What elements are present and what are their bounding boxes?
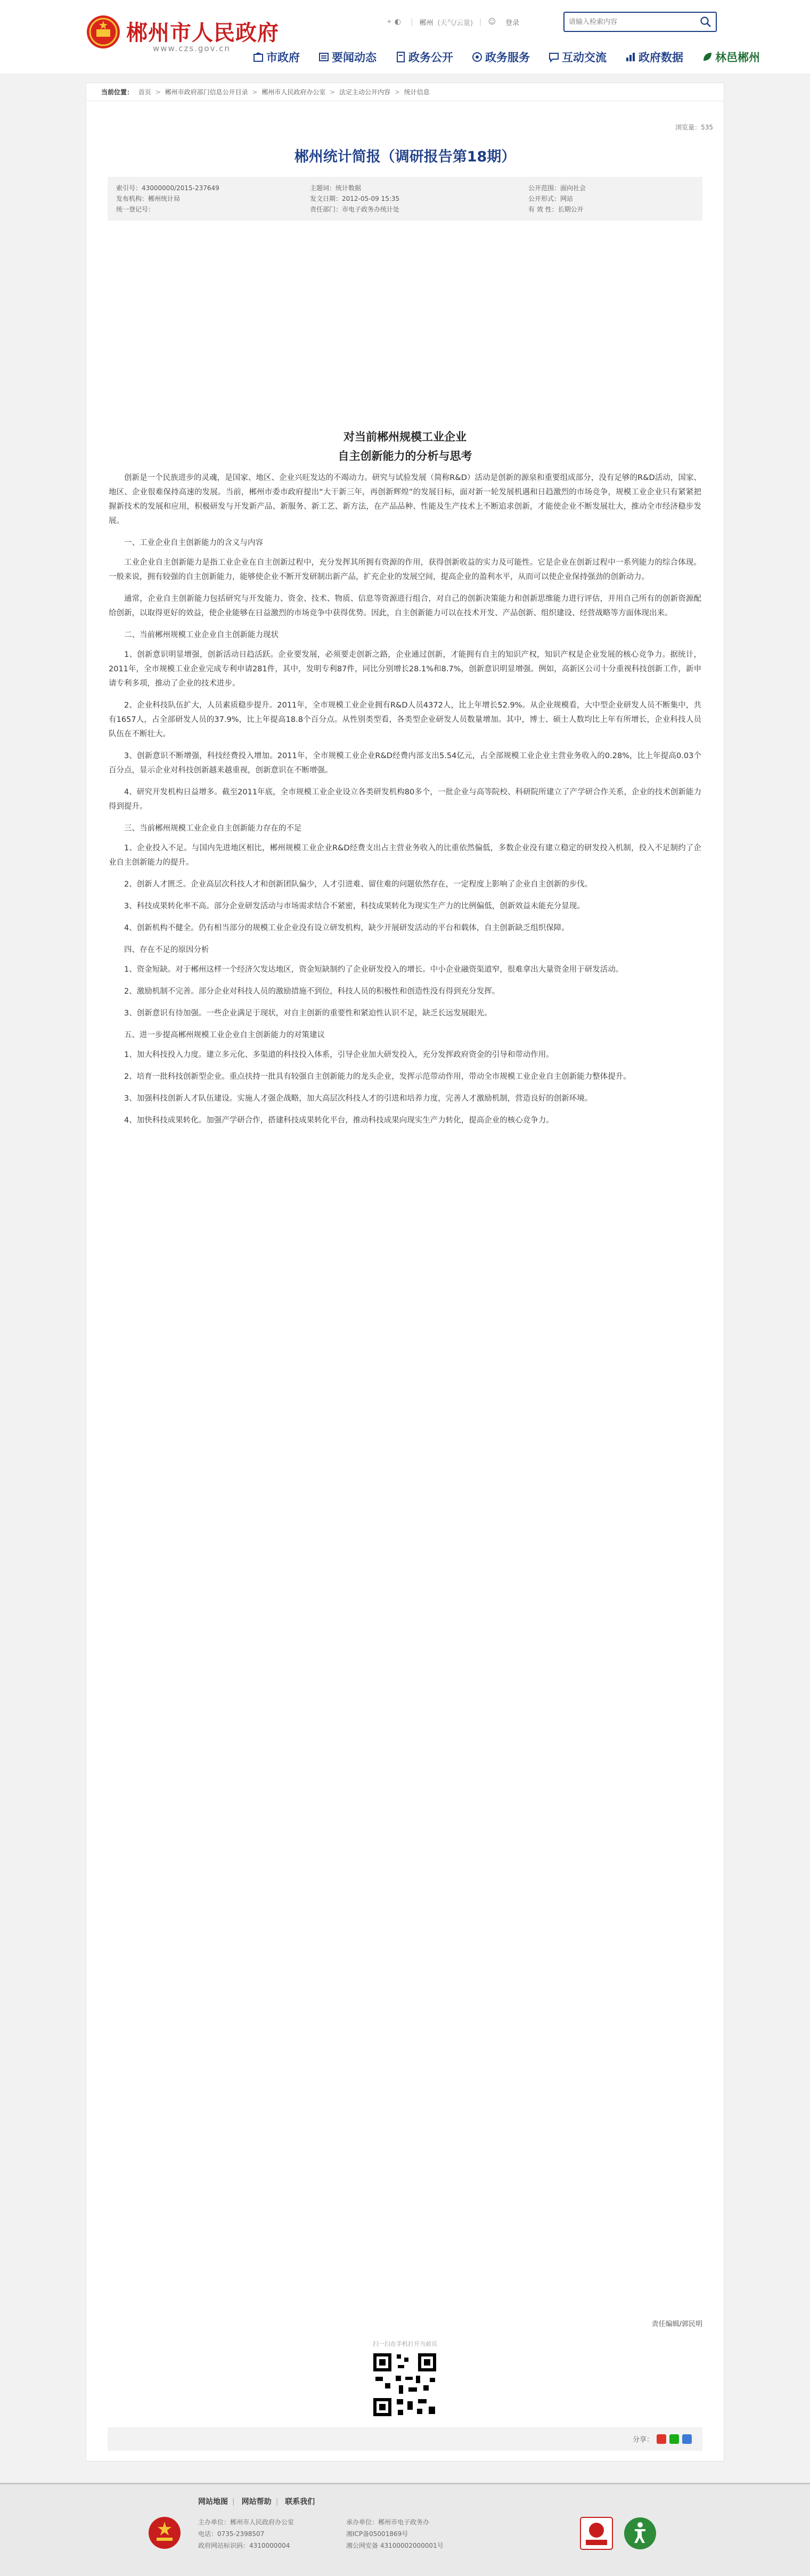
- footer-link-help[interactable]: 网站帮助: [241, 2498, 272, 2506]
- nav-label: 林邑郴州: [715, 51, 760, 64]
- gov-site-error-report-icon[interactable]: [579, 2516, 613, 2550]
- qrcode-label: 扫一扫在手机打开当前页: [373, 2341, 437, 2347]
- region-link[interactable]: 郴州: [419, 19, 433, 27]
- national-emblem-icon: [86, 14, 121, 50]
- paragraph: 4、研究开发机构日益增多。截至2011年底，全市规模工业企业设立各类研发机构80多个，一批企业与高等院校、科研院所建立了产学研合作关系，企业的技术创新能力得到提升。: [109, 788, 701, 811]
- footer-link-contact[interactable]: 联系我们: [285, 2498, 315, 2506]
- weibo-share-icon[interactable]: [657, 2434, 666, 2444]
- article-title-line2: 自主创新能力的分析与思考: [338, 450, 472, 462]
- content-card: [86, 83, 724, 2461]
- article-body: [109, 471, 701, 1135]
- meta-code: 统一登记号：: [116, 206, 155, 213]
- paragraph: 1、资金短缺。对于郴州这样一个经济欠发达地区，资金短缺制约了企业研发投入的增长。中小企业融资渠道窄，很难拿出大量资金用于研发活动。: [124, 965, 624, 974]
- meta-form: 公开形式：网站: [528, 195, 574, 202]
- paragraph: 1、企业投入不足。与国内先进地区相比，郴州规模工业企业R&D经费支出占主营业务收入的比重依然偏低，多数企业没有建立稳定的研发投入机制，投入不足制约了企业自主创新能力的提升。: [109, 844, 701, 867]
- nav-label: 要闻动态: [332, 51, 377, 64]
- section-heading: 四、存在不足的原因分析: [124, 946, 209, 954]
- nav-label: 政务服务: [485, 51, 530, 64]
- meta-category: 主题词：统计数据: [310, 184, 362, 192]
- building-icon: [252, 51, 264, 63]
- paragraph: 1、加大科技投入力度。建立多元化、多渠道的科技投入体系，引导企业加大研发投入，充分发挥政府资金的引导和带动作用。: [124, 1051, 554, 1059]
- footer-phone: 电话：0735-2398507: [198, 2530, 265, 2538]
- meta-org: 责任部门：市电子政务办统计处: [310, 206, 400, 213]
- accessibility-badge-icon[interactable]: [623, 2516, 657, 2550]
- breadcrumb-item-home[interactable]: 首页: [138, 88, 151, 96]
- paragraph: 3、科技成果转化率不高。部分企业研发活动与市场需求结合不紧密，科技成果转化为现实生产力的比例偏低，创新效益未能充分显现。: [124, 902, 585, 911]
- document-title: 郴州统计简报（调研报告第18期）: [294, 149, 516, 165]
- paragraph: 工业企业自主创新能力是指工业企业在自主创新过程中，充分发挥其所拥有资源的作用，获得创新收益的实力及可能性。它是企业在创新过程中一系列能力的综合体现。一般来说，拥有较强的自主创新能力，能够使企业不断开发研制出新产品，扩充企业的发展空间，提高企业的盈利水平，从而可以使企业保持强劲的创新动力。: [109, 558, 701, 581]
- document-icon: [395, 51, 406, 63]
- paragraph: 1、创新意识明显增强，创新活动日趋活跃。企业要发展，必须要走创新之路，企业通过创新，才能拥有自主的知识产权，知识产权是企业发展的核心竞争力。据统计，2011年，全市规模工业企业完成专利申请281件，其中，发明专利87件，同比分别增长28.1%和8.7%，创新意识明显增强。例如，高新区公司十分重视科技创新工作，新申请专利多项，推动了企业的技术进步。: [109, 651, 701, 688]
- view-count: 浏览量：535: [675, 124, 713, 131]
- breadcrumb-item-statistics[interactable]: 统计信息: [404, 88, 430, 96]
- section-heading: 五、进一步提高郴州规模工业企业自主创新能力的对策建议: [124, 1031, 325, 1039]
- site-header: [0, 0, 810, 74]
- paragraph: 2、激励机制不完善。部分企业对科技人员的激励措施不到位，科技人员的积极性和创造性没有得到充分发挥。: [124, 987, 500, 996]
- share-group: [633, 2434, 692, 2444]
- footer-host: 主办单位：郴州市人民政府办公室: [198, 2518, 294, 2526]
- paragraph: 4、加快科技成果转化。加强产学研合作，搭建科技成果转化平台，推动科技成果向现实生产力转化，提高企业的核心竞争力。: [124, 1116, 554, 1125]
- share-label: 分享：: [632, 2436, 653, 2444]
- document-meta-table: [108, 177, 702, 221]
- breadcrumb: 当前位置： 首页 > 郴州市政府部门信息公开目录 > 郴州市人民政府办公室 > 法定主动公开内容 > 统计信息: [86, 83, 724, 101]
- location-icon: ⌖: [387, 18, 391, 26]
- breadcrumb-item-statutory[interactable]: 法定主动公开内容: [339, 88, 391, 96]
- footer-site-code: 政府网站标识码：4310000004: [198, 2542, 290, 2549]
- nav-item-linyi[interactable]: [701, 49, 760, 65]
- responsible-editor: 责任编辑/郭民明: [651, 2320, 702, 2328]
- paragraph: 2、企业科技队伍扩大，人员素质稳步提升。2011年，全市规模工业企业拥有R&D人员4372人，比上年增长52.9%。从企业规模看，大中型企业研发人员不断集中，共有1657人，占全部研发人员的37.9%，比上年提高18.8个百分点。从性别类型看，各类型企业研发人员数量增加。其中，博士、硕士人数均比上年有所增长，企业科技人员队伍在不断壮大。: [109, 701, 701, 738]
- footer-operator: 承办单位：郴州市电子政务办: [346, 2518, 430, 2526]
- nav-label: 市政府: [266, 51, 300, 64]
- footer-info-right: [346, 2516, 444, 2551]
- paragraph: 通常，企业自主创新能力包括研究与开发能力、资金、技术、物质、信息等资源进行组合，对自己的创新决策能力和创新思维能力进行评估，并用自己所有的创新资源配给创新，以取得更好的效益，使企业能够在日益激烈的市场竞争中获得优势。因此，自主创新能力可以在技术开发、产品创新、组织建设、经营战略等方面体现出来。: [109, 595, 701, 617]
- search-icon[interactable]: [700, 16, 711, 28]
- nav-item-services[interactable]: [471, 49, 530, 65]
- footer-police-record[interactable]: 湘公网安备 43100002000001号: [346, 2542, 444, 2549]
- search-input[interactable]: [569, 16, 691, 28]
- paragraph: 3、创新意识有待加强。一些企业满足于现状，对自主创新的重要性和紧迫性认识不足，缺乏长远发展眼光。: [124, 1009, 492, 1018]
- paragraph: 3、创新意识不断增强，科技经费投入增加。2011年，全市规模工业企业R&D经费内部支出5.54亿元，占全部规模工业企业主营业务收入的0.28%，比上年提高0.03个百分点，显示企业对科技创新越来越重视，创新意识在不断增强。: [109, 752, 701, 775]
- accessibility-icon[interactable]: ◐: [394, 18, 402, 26]
- article-title-line1: 对当前郴州规模工业企业: [343, 430, 467, 443]
- paragraph: 4、创新机构不健全。仍有相当部分的规模工业企业没有设立研发机构，缺少开展研发活动的平台和载体，自主创新缺乏组织保障。: [124, 924, 569, 932]
- footer-info-left: [198, 2516, 294, 2551]
- meta-scope: 公开范围：面向社会: [528, 184, 586, 192]
- party-gov-emblem-icon[interactable]: [148, 2516, 181, 2549]
- paragraph: 2、培育一批科技创新型企业。重点扶持一批具有较强自主创新能力的龙头企业，发挥示范带动作用，带动全市规模工业企业自主创新能力整体提升。: [124, 1072, 631, 1081]
- qzone-share-icon[interactable]: [682, 2434, 692, 2444]
- section-heading: 二、当前郴州规模工业企业自主创新能力现状: [124, 631, 279, 639]
- login-link[interactable]: 登录: [505, 19, 520, 27]
- nav-label: 政务公开: [408, 51, 453, 64]
- section-heading: 一、工业企业自主创新能力的含义与内容: [124, 539, 263, 547]
- nav-item-interaction[interactable]: [548, 49, 607, 65]
- main-nav: [252, 49, 760, 65]
- nav-item-government[interactable]: [252, 49, 300, 65]
- service-icon: [471, 51, 483, 63]
- wechat-share-icon[interactable]: [669, 2434, 679, 2444]
- user-icon: ☺: [488, 18, 496, 26]
- meta-validity: 有 效 性：长期公开: [528, 206, 584, 213]
- breadcrumb-item-office[interactable]: 郴州市人民政府办公室: [261, 88, 326, 96]
- meta-index-no: 索引号：43000000/2015-237649: [116, 184, 219, 192]
- footer-links: 网站地图 | 网站帮助 | 联系我们: [198, 2498, 315, 2506]
- weather-text: (天气/云量): [437, 19, 473, 27]
- site-footer: [0, 2483, 810, 2576]
- chat-icon: [548, 51, 560, 63]
- qrcode-icon: [370, 2350, 439, 2419]
- nav-label: 互动交流: [562, 51, 607, 64]
- leaf-icon: [701, 51, 713, 63]
- paragraph: 创新是一个民族进步的灵魂，是国家、地区、企业兴旺发达的不竭动力。研究与试验发展（简称R&D）活动是创新的源泉和重要组成部分，没有足够的R&D活动，国家、地区、企业很难保持高速的发展。当前，郴州市委市政府提出“大干新三年，再创新辉煌”的发展目标，面对新一轮发展机遇和日趋激烈的市场竞争，规模工业企业只有紧紧把握新技术的发展和应用，积极研发与开发新产品、新服务、新工艺、新方法，在产品品种、性能及生产技术上不断追求创新，才能使企业不断发展壮大，推动全市经济稳步发展。: [109, 474, 701, 525]
- share-bar: [108, 2427, 702, 2451]
- footer-link-sitemap[interactable]: 网站地图: [198, 2498, 228, 2506]
- meta-publisher: 发布机构：郴州统计局: [116, 195, 181, 202]
- breadcrumb-item-catalog[interactable]: 郴州市政府部门信息公开目录: [165, 88, 248, 96]
- search-box: [563, 12, 717, 32]
- footer-icp[interactable]: 湘ICP备05001869号: [346, 2530, 408, 2538]
- chart-icon: [625, 51, 636, 63]
- paragraph: 3、加强科技创新人才队伍建设。实施人才强企战略，加大高层次科技人才的引进和培养力度，完善人才激励机制，营造良好的创新环境。: [124, 1094, 593, 1103]
- site-url: www.czs.gov.cn: [153, 44, 231, 53]
- top-links: ⌖ ◐ | 郴州 (天气/云量) | ☺ 登录: [387, 18, 520, 27]
- nav-item-news[interactable]: [318, 49, 377, 65]
- section-heading: 三、当前郴州规模工业企业自主创新能力存在的不足: [124, 824, 302, 833]
- breadcrumb-label: 当前位置：: [101, 88, 134, 96]
- nav-item-data[interactable]: [625, 49, 683, 65]
- paragraph: 2、创新人才匮乏。企业高层次科技人才和创新团队偏少，人才引进难、留住难的问题依然存在，一定程度上影响了企业自主创新的步伐。: [124, 880, 593, 889]
- meta-pub-date: 发文日期：2012-05-09 15:35: [310, 195, 400, 202]
- news-icon: [318, 51, 330, 63]
- nav-label: 政府数据: [639, 51, 683, 64]
- site-title[interactable]: 郴州市人民政府: [126, 20, 279, 45]
- nav-item-open-gov[interactable]: [395, 49, 453, 65]
